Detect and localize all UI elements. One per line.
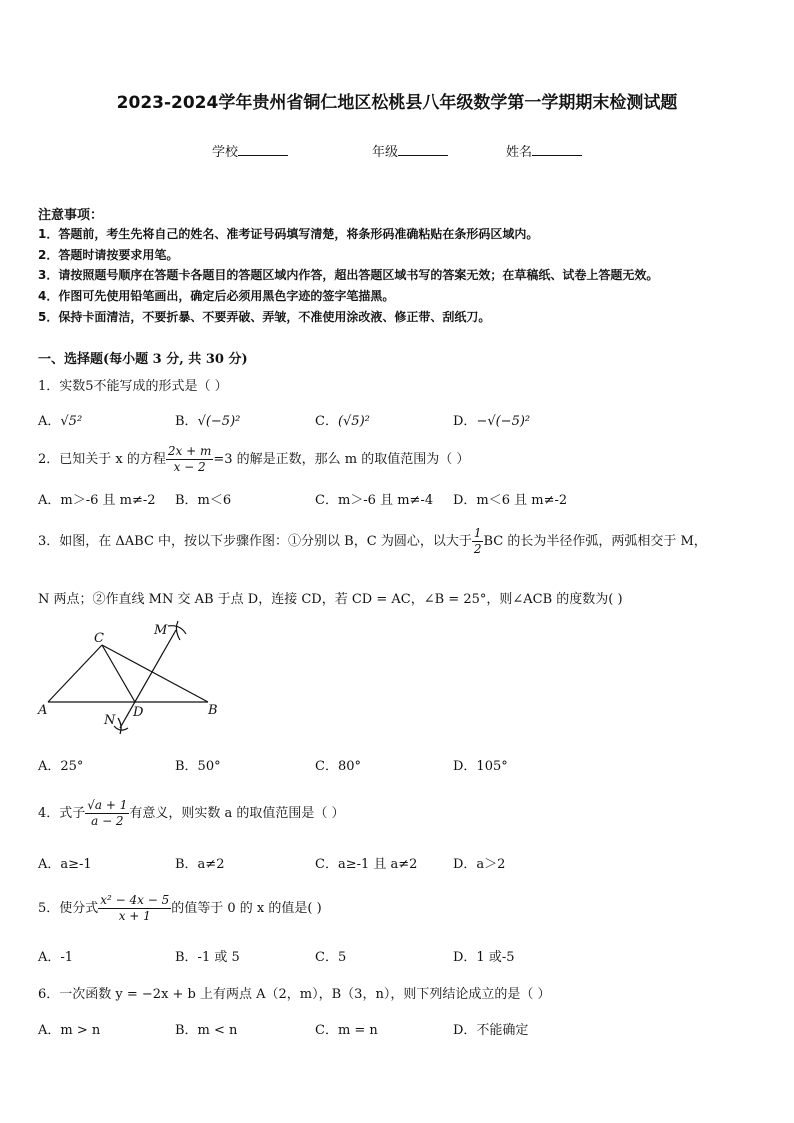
- name-label: 姓名: [506, 145, 533, 160]
- q3-stem-line2: N 两点；②作直线 MN 交 AB 于点 D，连接 CD，若 CD = AC，∠B = 25°，则∠ACB 的度数为( ): [38, 592, 623, 607]
- q6-option-d: D．不能确定: [453, 1023, 529, 1038]
- option-letter: C．: [315, 414, 338, 429]
- name-blank: [532, 142, 582, 156]
- q1-stem: 1．实数5不能写成的形式是（ ）: [38, 379, 228, 394]
- q6-option-a: A．m > n: [38, 1023, 101, 1038]
- q2-stem-post: =3 的解是正数，那么 m 的取值范围为（ ）: [213, 452, 470, 467]
- fraction-denominator: x + 1: [118, 909, 151, 923]
- q6-option-c: C．m = n: [315, 1023, 378, 1038]
- note-item: 1．答题前，考生先将自己的姓名、准考证号码填写清楚，将条形码准确粘贴在条形码区域内。: [38, 227, 539, 241]
- q5-stem: [38, 893, 322, 924]
- note-item: 5．保持卡面清洁，不要折暴、不要弄破、弄皱，不准使用涂改液、修正带、刮纸刀。: [38, 310, 491, 324]
- q2-stem: [38, 444, 469, 475]
- q1-option-a: [38, 410, 82, 429]
- note-item: 2．答题时请按要求用笔。: [38, 248, 179, 262]
- q5-stem-post: 的值等于 0 的 x 的值是( ): [171, 901, 322, 916]
- q1-option-c-expr: (√5)²: [337, 414, 370, 429]
- q1-option-d: [453, 410, 530, 429]
- q5-option-a: A．-1: [38, 950, 74, 965]
- q2-option-b: B．m＜6: [175, 493, 232, 508]
- q6-option-b: B．m < n: [175, 1023, 238, 1038]
- fraction-numerator: 2x + m: [167, 444, 212, 458]
- q6-stem: 6．一次函数 y = −2x + b 上有两点 A（2，m），B（3，n），则下列结论成立的是（ ）: [38, 987, 551, 1002]
- q5-stem-pre: 5．使分式: [38, 901, 99, 916]
- grade-field: [372, 141, 448, 160]
- note-item: 3．请按照题号顺序在答题卡各题目的答题区域内作答，超出答题区域书写的答案无效；在草稿纸、试卷上答题无效。: [38, 268, 659, 282]
- q3-figure: [30, 618, 230, 738]
- q1-option-b: [175, 410, 240, 429]
- school-label: 学校: [212, 145, 239, 160]
- label-c: C: [94, 631, 104, 646]
- q3-option-c: C．80°: [315, 759, 361, 774]
- line-mn: [120, 630, 176, 728]
- q2-option-a: A．m＞-6 且 m≠-2: [38, 493, 156, 508]
- fraction-numerator: √a + 1: [87, 798, 128, 812]
- q3-stem-pre: 3．如图，在 ΔABC 中，按以下步骤作图：①分别以 B，C 为圆心，以大于: [38, 534, 472, 549]
- q3-option-b: B．50°: [175, 759, 221, 774]
- label-d: D: [133, 705, 144, 720]
- q4-stem-post: 有意义，则实数 a 的取值范围是（ ）: [129, 806, 345, 821]
- q4-stem-pre: 4．式子: [38, 806, 86, 821]
- q3-stem-post: BC 的长为半径作弧，两弧相交于 M，: [483, 534, 707, 549]
- q1-option-b-expr: √(−5)²: [197, 414, 241, 429]
- fraction-denominator: 2: [473, 542, 482, 556]
- exam-title: 2023-2024学年贵州省铜仁地区松桃县八年级数学第一学期期末检测试题: [116, 93, 678, 113]
- option-letter: A．: [38, 414, 61, 429]
- label-a: A: [38, 703, 48, 718]
- notes-heading: 注意事项：: [38, 208, 104, 223]
- q5-fraction: [98, 893, 171, 924]
- school-field: [212, 141, 288, 160]
- q4-option-b: B．a≠2: [175, 857, 225, 872]
- option-letter: D．: [453, 414, 477, 429]
- segment-ac: [48, 645, 102, 702]
- q5-option-b: B．-1 或 5: [175, 950, 240, 965]
- q4-option-c: C．a≥-1 且 a≠2: [315, 857, 418, 872]
- q2-option-d: D．m＜6 且 m≠-2: [453, 493, 568, 508]
- section-title: 一、选择题(每小题 3 分, 共 30 分): [38, 352, 248, 367]
- name-field: [506, 141, 582, 160]
- school-blank: [238, 142, 288, 156]
- q4-option-d: D．a＞2: [453, 857, 506, 872]
- q2-stem-pre: 2．已知关于 x 的方程: [38, 452, 166, 467]
- fraction-numerator: x² − 4x − 5: [100, 893, 170, 907]
- q4-stem: [38, 798, 345, 829]
- grade-blank: [398, 142, 448, 156]
- label-m: M: [154, 623, 168, 638]
- q4-option-a: A．a≥-1: [38, 857, 92, 872]
- fraction-denominator: x − 2: [173, 460, 206, 474]
- q3-option-d: D．105°: [453, 759, 508, 774]
- q1-option-c: [315, 410, 370, 429]
- q5-option-c: C．5: [315, 950, 347, 965]
- q3-option-a: A．25°: [38, 759, 84, 774]
- label-b: B: [208, 703, 218, 718]
- q3-stem-line1: [38, 526, 707, 557]
- q2-fraction: [166, 444, 213, 475]
- q3-half-fraction: [472, 526, 484, 557]
- note-item: 4．作图可先使用铅笔画出，确定后必须用黑色字迹的签字笔描黑。: [38, 289, 395, 303]
- q5-option-d: D．1 或-5: [453, 950, 515, 965]
- arc-n: [118, 718, 121, 734]
- fraction-denominator: a − 2: [91, 814, 124, 828]
- q4-fraction: [85, 798, 129, 829]
- q1-option-d-expr: −√(−5)²: [476, 414, 531, 429]
- q2-option-c: C．m＞-6 且 m≠-4: [315, 493, 434, 508]
- option-letter: B．: [175, 414, 198, 429]
- grade-label: 年级: [372, 145, 399, 160]
- fraction-numerator: 1: [473, 526, 482, 540]
- arc-m: [176, 621, 180, 640]
- q1-option-a-expr: √5²: [60, 414, 83, 429]
- label-n: N: [104, 713, 116, 728]
